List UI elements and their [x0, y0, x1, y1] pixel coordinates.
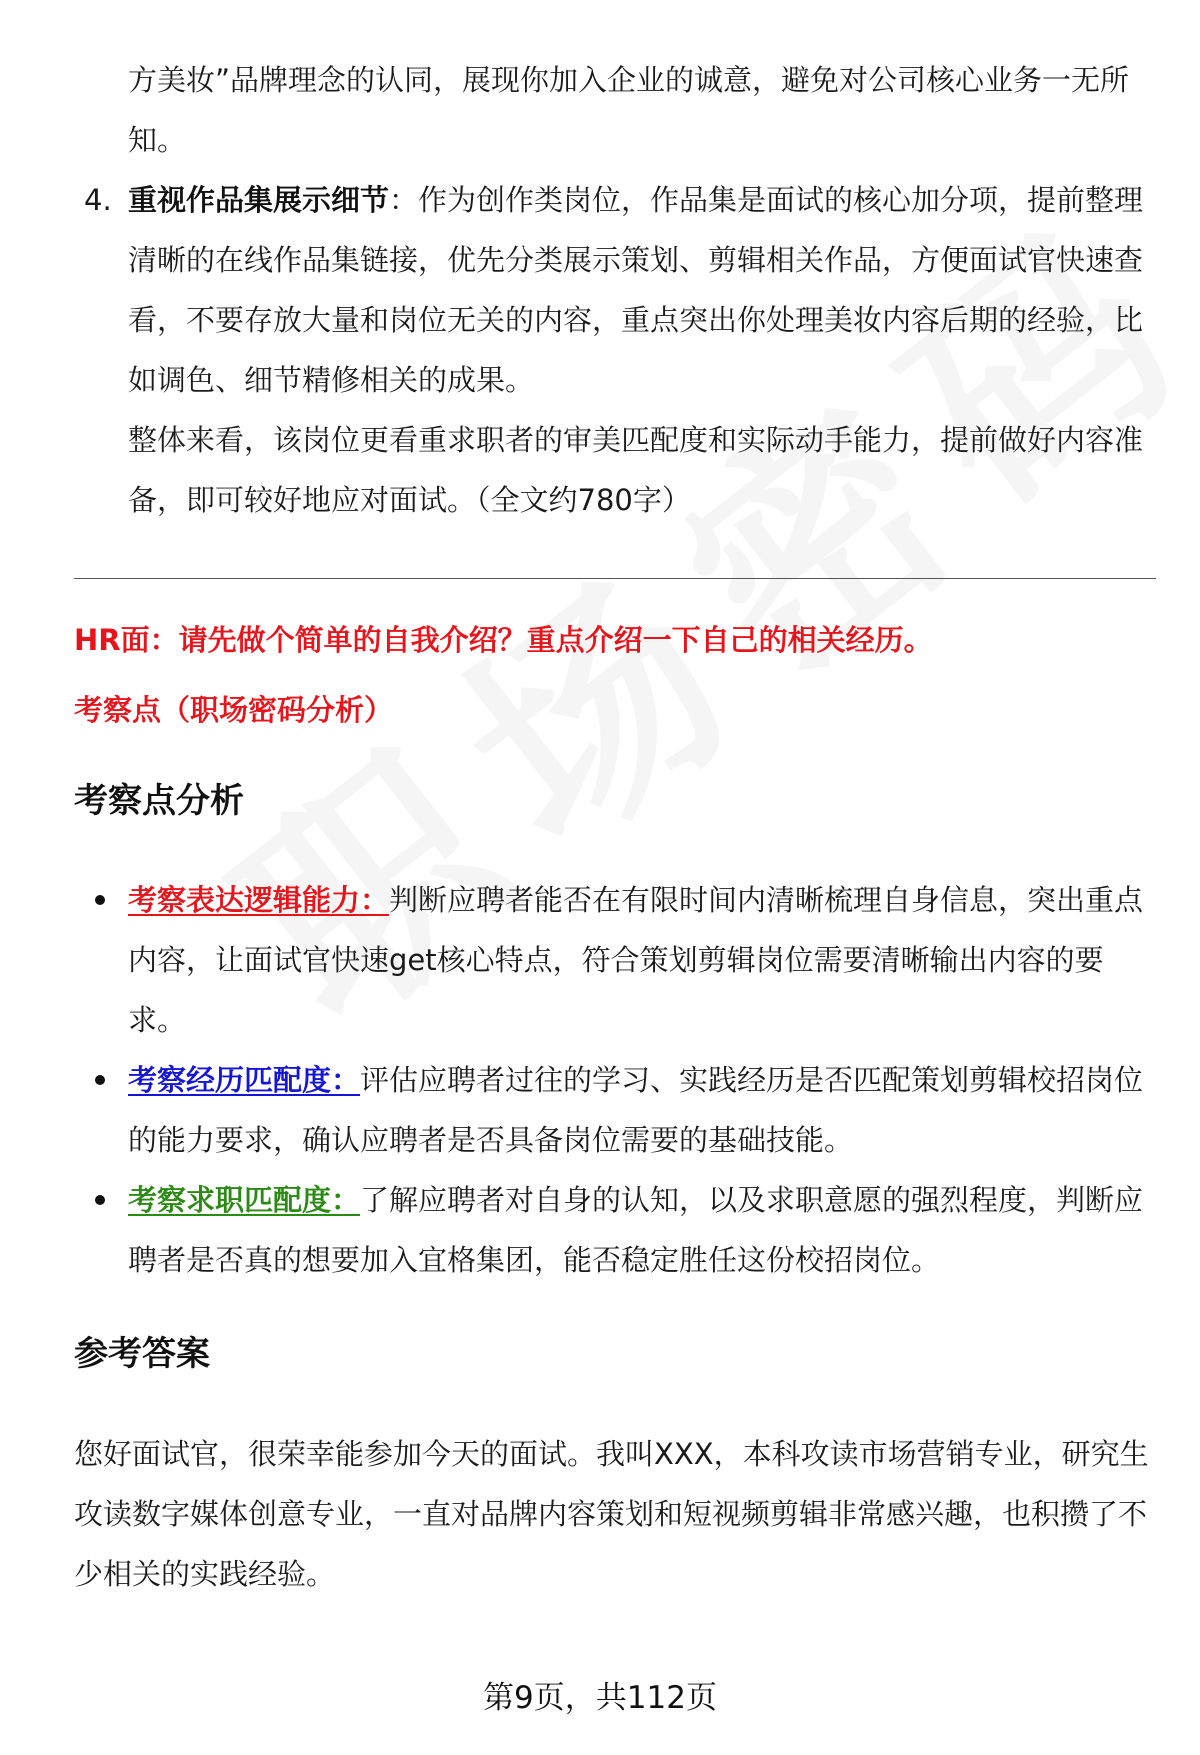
- analysis-item: [128, 870, 1148, 1050]
- analysis-item-text: 评估应聘者过往的学习、实践经历是否匹配策划剪辑校招岗位的能力要求，确认应聘者是否具备岗位需要的基础技能。: [128, 1063, 1144, 1157]
- analysis-item-label[interactable]: 考察表达逻辑能力：: [128, 883, 390, 917]
- analysis-item: [128, 1170, 1148, 1290]
- list-number: 4.: [84, 183, 112, 217]
- answer-heading: 参考答案: [74, 1334, 210, 1374]
- assessment-title: 考察点（职场密码分析）: [74, 693, 394, 727]
- summary-paragraph: 整体来看，该岗位更看重求职者的审美匹配度和实际动手能力，提前做好内容准备，即可较好地应对面试。（全文约780字）: [128, 423, 1144, 517]
- bullet-icon: [95, 895, 105, 905]
- list-item-4: [128, 170, 1148, 410]
- page-number: 第9页，共112页: [483, 1680, 717, 1716]
- continuation-paragraph: 方美妆”品牌理念的认同，展现你加入企业的诚意，避免对公司核心业务一无所知。: [128, 63, 1130, 157]
- analysis-item: [128, 1050, 1148, 1170]
- list-item-body: ：作为创作类岗位，作品集是面试的核心加分项，提前整理清晰的在线作品集链接，优先分类展示策划、剪辑相关作品，方便面试官快速查看，不要存放大量和岗位无关的内容，重点突出你处理美妆内容后期的经验，比如调色、细节精修相关的成果。: [128, 183, 1144, 397]
- list-item-title: 重视作品集展示细节: [128, 183, 390, 217]
- bullet-icon: [95, 1075, 105, 1085]
- bullet-icon: [95, 1195, 105, 1205]
- answer-paragraph: 您好面试官，很荣幸能参加今天的面试。我叫XXX，本科攻读市场营销专业，研究生攻读数字媒体创意专业，一直对品牌内容策划和短视频剪辑非常感兴趣，也积攒了不少相关的实践经验。: [74, 1437, 1149, 1591]
- analysis-heading: 考察点分析: [74, 781, 244, 821]
- analysis-item-label[interactable]: 考察求职匹配度：: [128, 1183, 361, 1217]
- analysis-item-label[interactable]: 考察经历匹配度：: [128, 1063, 361, 1097]
- divider: [74, 578, 1156, 579]
- analysis-item-text: 判断应聘者能否在有限时间内清晰梳理自身信息，突出重点内容，让面试官快速get核心特点，符合策划剪辑岗位需要清晰输出内容的要求。: [128, 883, 1144, 1037]
- interview-question: HR面：请先做个简单的自我介绍？重点介绍一下自己的相关经历。: [74, 623, 933, 657]
- analysis-item-text: 了解应聘者对自身的认知，以及求职意愿的强烈程度，判断应聘者是否真的想要加入宜格集团，能否稳定胜任这份校招岗位。: [128, 1183, 1144, 1277]
